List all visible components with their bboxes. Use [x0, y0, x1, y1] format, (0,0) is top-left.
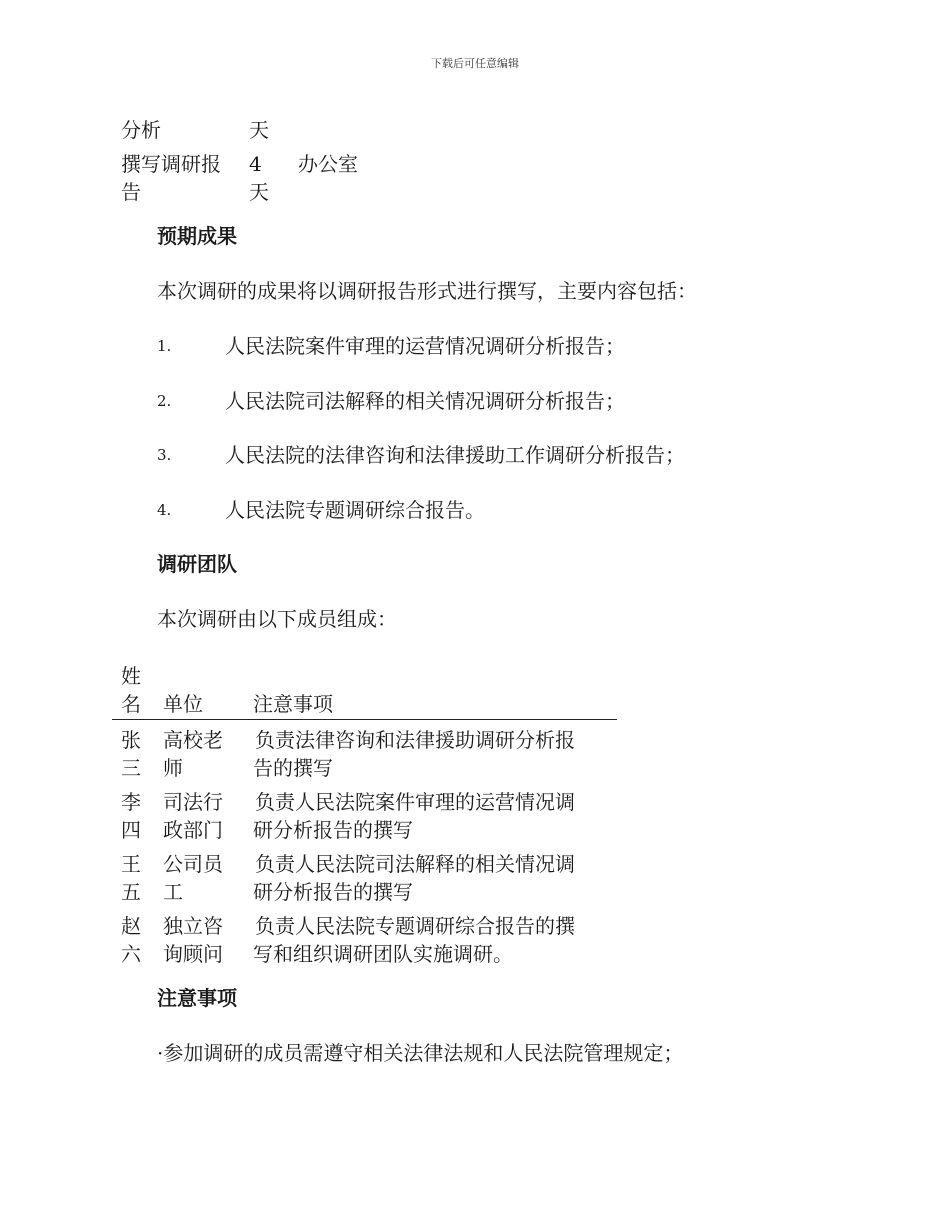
cell-name: 四: [121, 818, 141, 842]
list-item-number: 3.: [157, 446, 172, 464]
cell-note: 负责人民法院专题调研综合报告的撰: [255, 914, 575, 938]
cell-note: 负责人民法院案件审理的运营情况调: [255, 790, 575, 814]
cell-name: 王: [121, 852, 141, 876]
schedule-task: 撰写调研报: [121, 152, 221, 176]
section-heading-outcome: 预期成果: [157, 224, 237, 248]
table-header-note: 注意事项: [253, 692, 333, 716]
list-item-number: 1.: [157, 337, 172, 355]
list-item-number: 4.: [157, 501, 172, 519]
list-item-number: 2.: [157, 392, 172, 410]
schedule-task: 分析: [121, 118, 161, 142]
cell-unit: 公司员: [163, 852, 223, 876]
cell-unit: 询顾问: [163, 942, 223, 966]
schedule-days: 天: [249, 180, 269, 204]
cell-note: 研分析报告的撰写: [253, 880, 413, 904]
section-heading-notes: 注意事项: [157, 986, 237, 1010]
cell-note: 负责人民法院司法解释的相关情况调: [255, 852, 575, 876]
list-item: 人民法院专题调研综合报告。: [225, 498, 485, 522]
table-header-unit: 单位: [163, 692, 203, 716]
table-header-rule: [112, 719, 617, 720]
cell-unit: 司法行: [163, 790, 223, 814]
table-header-name: 姓: [121, 664, 141, 688]
page-header: 下载后可任意编辑: [431, 57, 519, 70]
cell-note: 负责法律咨询和法律援助调研分析报: [255, 728, 575, 752]
cell-name: 李: [121, 790, 141, 814]
cell-unit: 师: [163, 756, 183, 780]
table-header-name: 名: [121, 692, 141, 716]
cell-name: 张: [121, 728, 141, 752]
cell-name: 五: [121, 880, 141, 904]
cell-unit: 工: [163, 880, 183, 904]
cell-unit: 政部门: [163, 818, 223, 842]
note-item: ·参加调研的成员需遵守相关法律法规和人民法院管理规定；: [157, 1041, 684, 1065]
cell-note: 告的撰写: [253, 756, 333, 780]
schedule-place: 办公室: [298, 152, 358, 176]
team-intro: 本次调研由以下成员组成：: [157, 607, 397, 631]
section-heading-team: 调研团队: [157, 552, 237, 576]
schedule-days: 4: [249, 152, 262, 176]
cell-unit: 高校老: [163, 728, 223, 752]
cell-note: 写和组织调研团队实施调研。: [253, 942, 513, 966]
schedule-task: 告: [121, 180, 141, 204]
cell-name: 赵: [121, 914, 141, 938]
cell-unit: 独立咨: [163, 914, 223, 938]
cell-name: 六: [121, 942, 141, 966]
list-item: 人民法院案件审理的运营情况调研分析报告；: [225, 334, 625, 358]
cell-name: 三: [121, 756, 141, 780]
cell-note: 研分析报告的撰写: [253, 818, 413, 842]
schedule-days: 天: [249, 118, 269, 142]
list-item: 人民法院的法律咨询和法律援助工作调研分析报告；: [225, 443, 685, 467]
list-item: 人民法院司法解释的相关情况调研分析报告；: [225, 389, 625, 413]
outcome-intro: 本次调研的成果将以调研报告形式进行撰写，主要内容包括：: [157, 279, 697, 303]
